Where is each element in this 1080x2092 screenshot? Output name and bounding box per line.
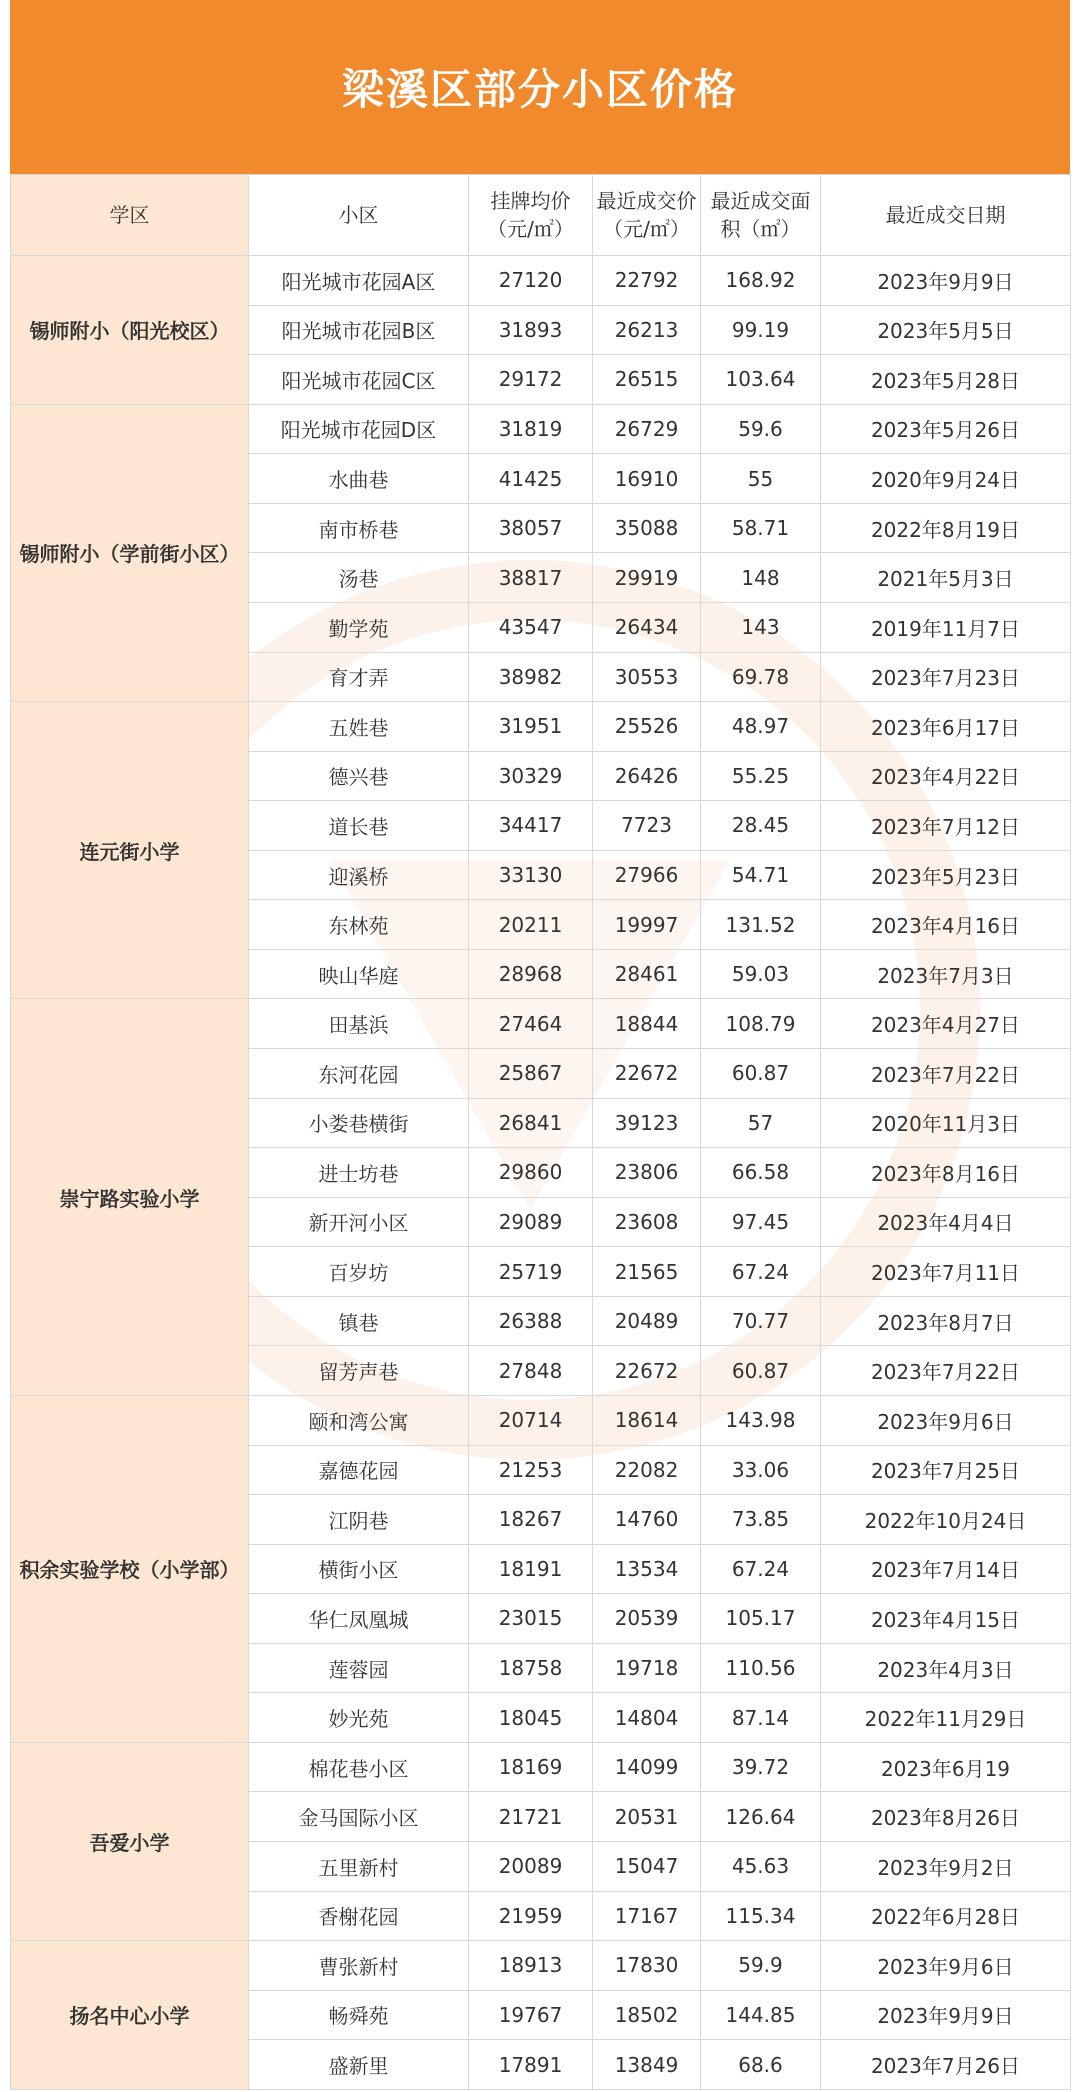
deal-date-cell: 2023年7月12日 — [821, 801, 1071, 851]
deal-date-cell: 2023年7月11日 — [821, 1247, 1071, 1297]
deal-date-cell: 2023年4月15日 — [821, 1594, 1071, 1644]
listing-price-cell: 31951 — [469, 702, 593, 752]
listing-price-cell: 21253 — [469, 1445, 593, 1495]
listing-price-cell: 23015 — [469, 1594, 593, 1644]
deal-area-cell: 67.24 — [701, 1247, 821, 1297]
community-cell: 南市桥巷 — [249, 503, 469, 553]
listing-price-cell: 28968 — [469, 949, 593, 999]
listing-price-cell: 18913 — [469, 1941, 593, 1991]
listing-price-cell: 29089 — [469, 1197, 593, 1247]
deal-date-cell: 2023年7月25日 — [821, 1445, 1071, 1495]
community-cell: 东河花园 — [249, 1049, 469, 1099]
community-cell: 华仁凤凰城 — [249, 1594, 469, 1644]
deal-area-cell: 59.6 — [701, 404, 821, 454]
deal-price-cell: 23806 — [593, 1148, 701, 1198]
deal-price-cell: 26213 — [593, 305, 701, 355]
deal-price-cell: 18502 — [593, 1990, 701, 2040]
column-header-deal-area: 最近成交面积（㎡） — [701, 175, 821, 256]
community-cell: 嘉德花园 — [249, 1445, 469, 1495]
column-header-deal-price: 最近成交价（元/㎡） — [593, 175, 701, 256]
deal-date-cell: 2023年9月6日 — [821, 1941, 1071, 1991]
listing-price-cell: 27464 — [469, 999, 593, 1049]
community-cell: 汤巷 — [249, 553, 469, 603]
deal-price-cell: 25526 — [593, 702, 701, 752]
school-district-cell: 锡师附小（阳光校区） — [11, 256, 249, 405]
community-cell: 阳光城市花园A区 — [249, 256, 469, 306]
table-header-row — [11, 175, 1071, 256]
community-cell: 横街小区 — [249, 1544, 469, 1594]
deal-date-cell: 2023年8月16日 — [821, 1148, 1071, 1198]
column-header-district: 学区 — [11, 175, 249, 256]
listing-price-cell: 20089 — [469, 1842, 593, 1892]
table-row — [11, 1742, 1071, 1792]
listing-price-cell: 26388 — [469, 1296, 593, 1346]
deal-price-cell: 7723 — [593, 801, 701, 851]
listing-price-cell: 18758 — [469, 1643, 593, 1693]
listing-price-cell: 30329 — [469, 751, 593, 801]
community-cell: 江阴巷 — [249, 1495, 469, 1545]
listing-price-cell: 18191 — [469, 1544, 593, 1594]
listing-price-cell: 29860 — [469, 1148, 593, 1198]
deal-area-cell: 126.64 — [701, 1792, 821, 1842]
deal-date-cell: 2022年8月19日 — [821, 503, 1071, 553]
deal-area-cell: 143 — [701, 602, 821, 652]
deal-price-cell: 26515 — [593, 355, 701, 405]
deal-area-cell: 54.71 — [701, 850, 821, 900]
listing-price-cell: 20211 — [469, 900, 593, 950]
deal-price-cell: 26434 — [593, 602, 701, 652]
listing-price-cell: 33130 — [469, 850, 593, 900]
deal-price-cell: 16910 — [593, 454, 701, 504]
deal-area-cell: 55.25 — [701, 751, 821, 801]
deal-price-cell: 28461 — [593, 949, 701, 999]
deal-area-cell: 67.24 — [701, 1544, 821, 1594]
deal-date-cell: 2023年7月23日 — [821, 652, 1071, 702]
deal-date-cell: 2023年4月4日 — [821, 1197, 1071, 1247]
deal-price-cell: 18614 — [593, 1395, 701, 1445]
deal-area-cell: 105.17 — [701, 1594, 821, 1644]
deal-price-cell: 26729 — [593, 404, 701, 454]
deal-area-cell: 73.85 — [701, 1495, 821, 1545]
listing-price-cell: 19767 — [469, 1990, 593, 2040]
listing-price-cell: 18045 — [469, 1693, 593, 1743]
community-cell: 五里新村 — [249, 1842, 469, 1892]
deal-date-cell: 2023年4月27日 — [821, 999, 1071, 1049]
community-cell: 水曲巷 — [249, 454, 469, 504]
deal-date-cell: 2023年7月14日 — [821, 1544, 1071, 1594]
community-cell: 香榭花园 — [249, 1891, 469, 1941]
community-cell: 颐和湾公寓 — [249, 1395, 469, 1445]
table-row — [11, 1941, 1071, 1991]
community-cell: 道长巷 — [249, 801, 469, 851]
community-cell: 德兴巷 — [249, 751, 469, 801]
listing-price-cell: 25719 — [469, 1247, 593, 1297]
deal-date-cell: 2023年8月7日 — [821, 1296, 1071, 1346]
community-cell: 棉花巷小区 — [249, 1742, 469, 1792]
deal-date-cell: 2020年9月24日 — [821, 454, 1071, 504]
table-row — [11, 256, 1071, 306]
deal-price-cell: 20531 — [593, 1792, 701, 1842]
deal-price-cell: 22082 — [593, 1445, 701, 1495]
community-cell: 田基浜 — [249, 999, 469, 1049]
deal-date-cell: 2022年6月28日 — [821, 1891, 1071, 1941]
deal-area-cell: 148 — [701, 553, 821, 603]
deal-date-cell: 2023年6月17日 — [821, 702, 1071, 752]
deal-area-cell: 48.97 — [701, 702, 821, 752]
deal-date-cell: 2021年5月3日 — [821, 553, 1071, 603]
deal-area-cell: 66.58 — [701, 1148, 821, 1198]
table-row — [11, 1395, 1071, 1445]
listing-price-cell: 27120 — [469, 256, 593, 306]
community-cell: 畅舜苑 — [249, 1990, 469, 2040]
deal-date-cell: 2023年7月3日 — [821, 949, 1071, 999]
deal-date-cell: 2023年5月26日 — [821, 404, 1071, 454]
deal-price-cell: 13534 — [593, 1544, 701, 1594]
community-cell: 映山华庭 — [249, 949, 469, 999]
deal-price-cell: 22672 — [593, 1346, 701, 1396]
school-district-cell: 崇宁路实验小学 — [11, 999, 249, 1396]
community-cell: 勤学苑 — [249, 602, 469, 652]
community-cell: 进士坊巷 — [249, 1148, 469, 1198]
deal-price-cell: 20489 — [593, 1296, 701, 1346]
deal-price-cell: 21565 — [593, 1247, 701, 1297]
deal-date-cell: 2023年5月28日 — [821, 355, 1071, 405]
deal-price-cell: 18844 — [593, 999, 701, 1049]
deal-area-cell: 59.03 — [701, 949, 821, 999]
deal-date-cell: 2019年11月7日 — [821, 602, 1071, 652]
deal-date-cell: 2023年5月23日 — [821, 850, 1071, 900]
community-cell: 镇巷 — [249, 1296, 469, 1346]
listing-price-cell: 41425 — [469, 454, 593, 504]
deal-area-cell: 39.72 — [701, 1742, 821, 1792]
column-header-deal-date: 最近成交日期 — [821, 175, 1071, 256]
community-cell: 育才弄 — [249, 652, 469, 702]
community-cell: 东林苑 — [249, 900, 469, 950]
deal-date-cell: 2023年6月19 — [821, 1742, 1071, 1792]
deal-price-cell: 19997 — [593, 900, 701, 950]
deal-date-cell: 2023年7月22日 — [821, 1346, 1071, 1396]
deal-area-cell: 57 — [701, 1098, 821, 1148]
table-row — [11, 999, 1071, 1049]
listing-price-cell: 38982 — [469, 652, 593, 702]
listing-price-cell: 31819 — [469, 404, 593, 454]
deal-price-cell: 39123 — [593, 1098, 701, 1148]
listing-price-cell: 38817 — [469, 553, 593, 603]
deal-date-cell: 2023年4月22日 — [821, 751, 1071, 801]
school-district-cell: 积余实验学校（小学部） — [11, 1395, 249, 1742]
community-cell: 迎溪桥 — [249, 850, 469, 900]
deal-area-cell: 59.9 — [701, 1941, 821, 1991]
listing-price-cell: 27848 — [469, 1346, 593, 1396]
deal-area-cell: 33.06 — [701, 1445, 821, 1495]
deal-price-cell: 22792 — [593, 256, 701, 306]
deal-date-cell: 2023年8月26日 — [821, 1792, 1071, 1842]
community-cell: 阳光城市花园B区 — [249, 305, 469, 355]
deal-price-cell: 17167 — [593, 1891, 701, 1941]
school-district-cell: 连元街小学 — [11, 702, 249, 999]
deal-date-cell: 2023年4月3日 — [821, 1643, 1071, 1693]
deal-price-cell: 30553 — [593, 652, 701, 702]
deal-price-cell: 27966 — [593, 850, 701, 900]
deal-date-cell: 2022年11月29日 — [821, 1693, 1071, 1743]
deal-date-cell: 2023年9月9日 — [821, 256, 1071, 306]
community-cell: 小娄巷横街 — [249, 1098, 469, 1148]
deal-area-cell: 131.52 — [701, 900, 821, 950]
deal-date-cell: 2023年7月22日 — [821, 1049, 1071, 1099]
community-cell: 阳光城市花园D区 — [249, 404, 469, 454]
community-cell: 盛新里 — [249, 2040, 469, 2090]
listing-price-cell: 18267 — [469, 1495, 593, 1545]
community-cell: 五姓巷 — [249, 702, 469, 752]
deal-area-cell: 143.98 — [701, 1395, 821, 1445]
deal-area-cell: 69.78 — [701, 652, 821, 702]
deal-price-cell: 13849 — [593, 2040, 701, 2090]
deal-area-cell: 144.85 — [701, 1990, 821, 2040]
deal-date-cell: 2023年5月5日 — [821, 305, 1071, 355]
deal-area-cell: 168.92 — [701, 256, 821, 306]
page-title: 梁溪区部分小区价格 — [341, 65, 738, 114]
deal-price-cell: 35088 — [593, 503, 701, 553]
deal-date-cell: 2023年9月2日 — [821, 1842, 1071, 1892]
deal-date-cell: 2023年9月6日 — [821, 1395, 1071, 1445]
deal-area-cell: 99.19 — [701, 305, 821, 355]
column-header-listing-price: 挂牌均价（元/㎡） — [469, 175, 593, 256]
deal-date-cell: 2023年7月26日 — [821, 2040, 1071, 2090]
community-cell: 新开河小区 — [249, 1197, 469, 1247]
deal-area-cell: 110.56 — [701, 1643, 821, 1693]
listing-price-cell: 29172 — [469, 355, 593, 405]
deal-area-cell: 45.63 — [701, 1842, 821, 1892]
listing-price-cell: 25867 — [469, 1049, 593, 1099]
listing-price-cell: 17891 — [469, 2040, 593, 2090]
community-cell: 莲蓉园 — [249, 1643, 469, 1693]
title-banner — [10, 0, 1070, 174]
deal-price-cell: 15047 — [593, 1842, 701, 1892]
deal-date-cell: 2023年4月16日 — [821, 900, 1071, 950]
listing-price-cell: 43547 — [469, 602, 593, 652]
deal-price-cell: 19718 — [593, 1643, 701, 1693]
community-cell: 金马国际小区 — [249, 1792, 469, 1842]
table-row — [11, 702, 1071, 752]
deal-area-cell: 58.71 — [701, 503, 821, 553]
deal-area-cell: 70.77 — [701, 1296, 821, 1346]
deal-date-cell: 2020年11月3日 — [821, 1098, 1071, 1148]
deal-area-cell: 103.64 — [701, 355, 821, 405]
deal-price-cell: 20539 — [593, 1594, 701, 1644]
deal-area-cell: 60.87 — [701, 1346, 821, 1396]
deal-price-cell: 14099 — [593, 1742, 701, 1792]
listing-price-cell: 34417 — [469, 801, 593, 851]
price-table — [10, 174, 1071, 2090]
deal-price-cell: 22672 — [593, 1049, 701, 1099]
deal-area-cell: 87.14 — [701, 1693, 821, 1743]
deal-area-cell: 60.87 — [701, 1049, 821, 1099]
deal-date-cell: 2022年10月24日 — [821, 1495, 1071, 1545]
deal-date-cell: 2023年9月9日 — [821, 1990, 1071, 2040]
deal-price-cell: 29919 — [593, 553, 701, 603]
deal-area-cell: 28.45 — [701, 801, 821, 851]
table-body — [11, 256, 1071, 2090]
community-cell: 阳光城市花园C区 — [249, 355, 469, 405]
deal-area-cell: 97.45 — [701, 1197, 821, 1247]
listing-price-cell: 21959 — [469, 1891, 593, 1941]
listing-price-cell: 26841 — [469, 1098, 593, 1148]
deal-area-cell: 68.6 — [701, 2040, 821, 2090]
deal-price-cell: 17830 — [593, 1941, 701, 1991]
deal-price-cell: 14804 — [593, 1693, 701, 1743]
community-cell: 曹张新村 — [249, 1941, 469, 1991]
community-cell: 留芳声巷 — [249, 1346, 469, 1396]
school-district-cell: 锡师附小（学前街小区） — [11, 404, 249, 701]
deal-price-cell: 26426 — [593, 751, 701, 801]
column-header-community: 小区 — [249, 175, 469, 256]
deal-price-cell: 23608 — [593, 1197, 701, 1247]
listing-price-cell: 18169 — [469, 1742, 593, 1792]
school-district-cell: 吾爱小学 — [11, 1742, 249, 1940]
listing-price-cell: 20714 — [469, 1395, 593, 1445]
listing-price-cell: 38057 — [469, 503, 593, 553]
deal-price-cell: 14760 — [593, 1495, 701, 1545]
table-row — [11, 404, 1071, 454]
deal-area-cell: 108.79 — [701, 999, 821, 1049]
community-cell: 百岁坊 — [249, 1247, 469, 1297]
community-cell: 妙光苑 — [249, 1693, 469, 1743]
listing-price-cell: 21721 — [469, 1792, 593, 1842]
deal-area-cell: 55 — [701, 454, 821, 504]
school-district-cell: 扬名中心小学 — [11, 1941, 249, 2090]
listing-price-cell: 31893 — [469, 305, 593, 355]
deal-area-cell: 115.34 — [701, 1891, 821, 1941]
